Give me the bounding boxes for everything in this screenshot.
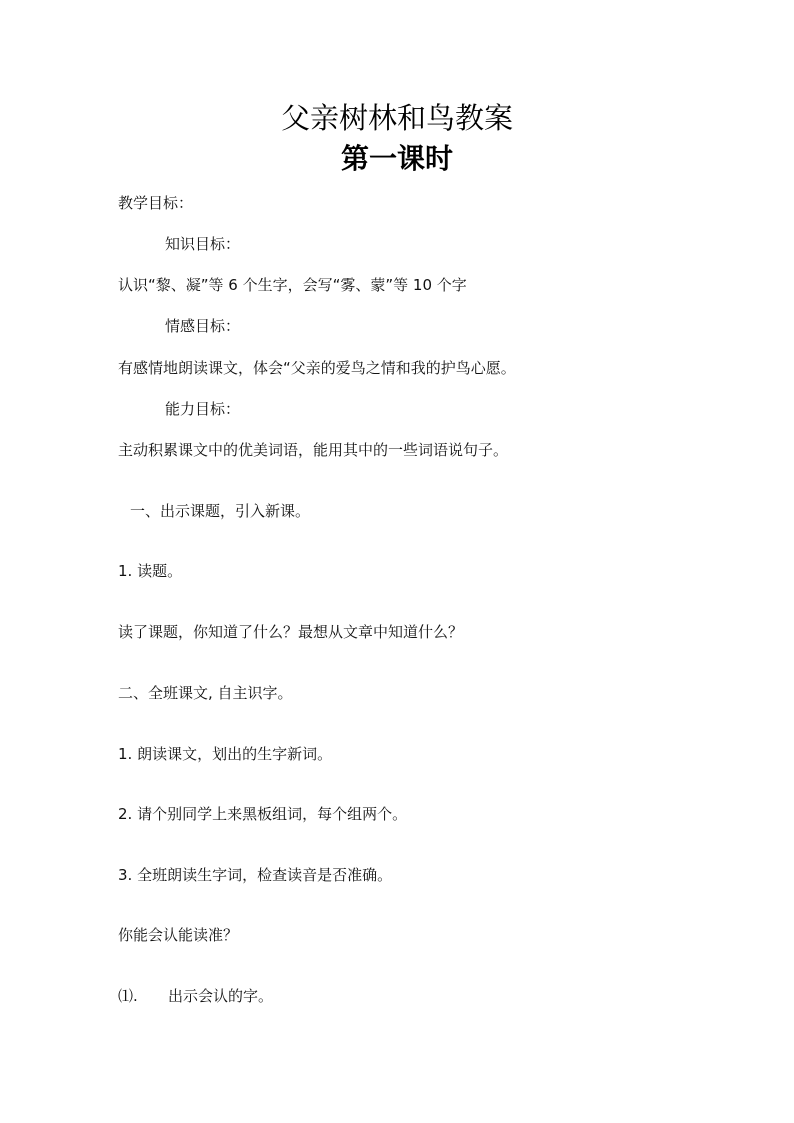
- subheading-knowledge: 知识目标：: [165, 235, 241, 253]
- paragraph-knowledge: 认识“黎、凝”等 6 个生字，会写“雾、蒙”等 10 个字: [118, 276, 467, 294]
- subheading-ability: 能力目标：: [165, 400, 241, 418]
- step-check-pronunciation: 3. 全班朗读生字词，检查读音是否准确。: [118, 866, 393, 884]
- section-heading-2: 二、全班课文, 自主识字。: [118, 684, 293, 702]
- list-item-number: ⑴.: [118, 987, 138, 1005]
- paragraph-ability: 主动积累课文中的优美词语，能用其中的一些词语说句子。: [118, 441, 509, 459]
- step-read-title: 1. 读题。: [118, 562, 183, 580]
- step-read-aloud: 1. 朗读课文，划出的生字新词。: [118, 745, 333, 763]
- document-title: 父亲树林和鸟教案: [280, 101, 513, 135]
- document-subtitle: 第一课时: [340, 142, 453, 175]
- section-heading-goals: 教学目标：: [118, 194, 194, 212]
- list-item: [118, 985, 754, 1007]
- paragraph-emotion: 有感情地朗读课文，体会“父亲的爱鸟之情和我的护鸟心愿。: [118, 359, 516, 377]
- paragraph-question: 读了课题，你知道了什么？最想从文章中知道什么？: [118, 623, 464, 641]
- paragraph-prompt: 你能会认能读准？: [118, 926, 239, 944]
- section-heading-1: 一、出示课题，引入新课。: [130, 502, 311, 520]
- list-item-text: 出示会认的字。: [168, 987, 274, 1005]
- subheading-emotion: 情感目标：: [165, 317, 241, 335]
- step-blackboard: 2. 请个别同学上来黑板组词，每个组两个。: [118, 805, 408, 823]
